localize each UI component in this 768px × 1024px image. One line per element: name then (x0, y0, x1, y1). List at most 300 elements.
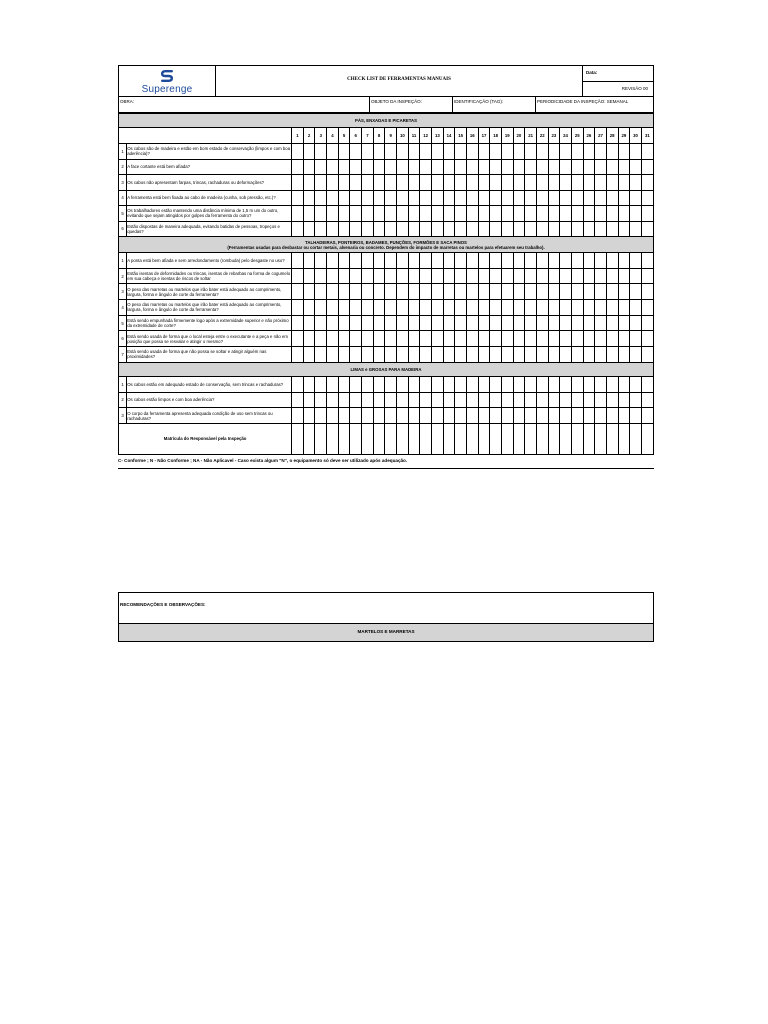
day-check-cell[interactable] (303, 300, 315, 316)
day-check-cell[interactable] (338, 315, 350, 331)
day-check-cell[interactable] (432, 331, 444, 347)
day-check-cell[interactable] (606, 144, 618, 160)
day-check-cell[interactable] (595, 221, 607, 237)
day-check-cell[interactable] (385, 221, 397, 237)
signature-cell[interactable] (490, 423, 502, 454)
day-check-cell[interactable] (315, 331, 327, 347)
day-check-cell[interactable] (583, 221, 595, 237)
day-check-cell[interactable] (501, 221, 513, 237)
day-check-cell[interactable] (618, 284, 630, 300)
day-check-cell[interactable] (373, 144, 385, 160)
day-check-cell[interactable] (443, 206, 455, 222)
day-check-cell[interactable] (536, 408, 548, 424)
day-check-cell[interactable] (420, 408, 432, 424)
day-check-cell[interactable] (303, 284, 315, 300)
day-check-cell[interactable] (548, 315, 560, 331)
day-check-cell[interactable] (478, 159, 490, 175)
day-check-cell[interactable] (571, 331, 583, 347)
day-check-cell[interactable] (397, 206, 409, 222)
day-check-cell[interactable] (327, 253, 339, 269)
day-check-cell[interactable] (490, 392, 502, 408)
day-check-cell[interactable] (362, 221, 374, 237)
day-check-cell[interactable] (571, 206, 583, 222)
day-check-cell[interactable] (595, 376, 607, 392)
day-check-cell[interactable] (350, 159, 362, 175)
day-check-cell[interactable] (501, 144, 513, 160)
day-check-cell[interactable] (408, 284, 420, 300)
day-check-cell[interactable] (571, 408, 583, 424)
day-check-cell[interactable] (571, 347, 583, 363)
day-check-cell[interactable] (478, 331, 490, 347)
day-check-cell[interactable] (501, 408, 513, 424)
day-check-cell[interactable] (630, 408, 642, 424)
day-check-cell[interactable] (466, 206, 478, 222)
day-check-cell[interactable] (327, 159, 339, 175)
day-check-cell[interactable] (641, 300, 653, 316)
day-check-cell[interactable] (338, 331, 350, 347)
day-check-cell[interactable] (466, 315, 478, 331)
day-check-cell[interactable] (606, 190, 618, 206)
day-check-cell[interactable] (350, 392, 362, 408)
signature-cell[interactable] (350, 423, 362, 454)
day-check-cell[interactable] (525, 221, 537, 237)
day-check-cell[interactable] (373, 376, 385, 392)
day-check-cell[interactable] (455, 268, 467, 284)
day-check-cell[interactable] (595, 392, 607, 408)
day-check-cell[interactable] (595, 175, 607, 191)
day-check-cell[interactable] (292, 190, 304, 206)
day-check-cell[interactable] (536, 144, 548, 160)
day-check-cell[interactable] (397, 284, 409, 300)
day-check-cell[interactable] (525, 376, 537, 392)
day-check-cell[interactable] (466, 331, 478, 347)
day-check-cell[interactable] (385, 408, 397, 424)
day-check-cell[interactable] (478, 221, 490, 237)
day-check-cell[interactable] (362, 144, 374, 160)
signature-cell[interactable] (466, 423, 478, 454)
day-check-cell[interactable] (630, 190, 642, 206)
day-check-cell[interactable] (443, 190, 455, 206)
day-check-cell[interactable] (606, 392, 618, 408)
day-check-cell[interactable] (350, 331, 362, 347)
day-check-cell[interactable] (583, 268, 595, 284)
day-check-cell[interactable] (362, 315, 374, 331)
day-check-cell[interactable] (385, 175, 397, 191)
day-check-cell[interactable] (315, 144, 327, 160)
day-check-cell[interactable] (490, 376, 502, 392)
day-check-cell[interactable] (606, 206, 618, 222)
day-check-cell[interactable] (327, 175, 339, 191)
day-check-cell[interactable] (420, 268, 432, 284)
signature-cell[interactable] (385, 423, 397, 454)
day-check-cell[interactable] (362, 392, 374, 408)
day-check-cell[interactable] (630, 376, 642, 392)
day-check-cell[interactable] (536, 206, 548, 222)
day-check-cell[interactable] (595, 144, 607, 160)
day-check-cell[interactable] (478, 347, 490, 363)
day-check-cell[interactable] (420, 331, 432, 347)
day-check-cell[interactable] (513, 144, 525, 160)
day-check-cell[interactable] (350, 206, 362, 222)
day-check-cell[interactable] (397, 253, 409, 269)
day-check-cell[interactable] (373, 190, 385, 206)
day-check-cell[interactable] (443, 144, 455, 160)
day-check-cell[interactable] (595, 159, 607, 175)
signature-cell[interactable] (408, 423, 420, 454)
signature-cell[interactable] (338, 423, 350, 454)
day-check-cell[interactable] (397, 408, 409, 424)
day-check-cell[interactable] (595, 315, 607, 331)
day-check-cell[interactable] (630, 347, 642, 363)
day-check-cell[interactable] (420, 221, 432, 237)
day-check-cell[interactable] (571, 315, 583, 331)
day-check-cell[interactable] (571, 159, 583, 175)
day-check-cell[interactable] (583, 315, 595, 331)
day-check-cell[interactable] (560, 347, 572, 363)
day-check-cell[interactable] (373, 315, 385, 331)
day-check-cell[interactable] (338, 221, 350, 237)
day-check-cell[interactable] (513, 175, 525, 191)
day-check-cell[interactable] (583, 190, 595, 206)
day-check-cell[interactable] (362, 347, 374, 363)
day-check-cell[interactable] (455, 159, 467, 175)
day-check-cell[interactable] (618, 206, 630, 222)
day-check-cell[interactable] (292, 175, 304, 191)
day-check-cell[interactable] (397, 221, 409, 237)
day-check-cell[interactable] (560, 300, 572, 316)
day-check-cell[interactable] (432, 253, 444, 269)
day-check-cell[interactable] (583, 347, 595, 363)
day-check-cell[interactable] (408, 376, 420, 392)
day-check-cell[interactable] (338, 284, 350, 300)
day-check-cell[interactable] (408, 347, 420, 363)
day-check-cell[interactable] (478, 376, 490, 392)
day-check-cell[interactable] (513, 221, 525, 237)
day-check-cell[interactable] (513, 408, 525, 424)
day-check-cell[interactable] (362, 376, 374, 392)
day-check-cell[interactable] (362, 268, 374, 284)
day-check-cell[interactable] (490, 221, 502, 237)
day-check-cell[interactable] (350, 376, 362, 392)
day-check-cell[interactable] (618, 408, 630, 424)
day-check-cell[interactable] (327, 284, 339, 300)
day-check-cell[interactable] (455, 144, 467, 160)
signature-cell[interactable] (513, 423, 525, 454)
day-check-cell[interactable] (443, 408, 455, 424)
day-check-cell[interactable] (338, 206, 350, 222)
day-check-cell[interactable] (315, 268, 327, 284)
day-check-cell[interactable] (525, 392, 537, 408)
day-check-cell[interactable] (490, 268, 502, 284)
day-check-cell[interactable] (443, 376, 455, 392)
day-check-cell[interactable] (641, 268, 653, 284)
day-check-cell[interactable] (303, 190, 315, 206)
day-check-cell[interactable] (443, 315, 455, 331)
day-check-cell[interactable] (455, 300, 467, 316)
day-check-cell[interactable] (490, 144, 502, 160)
day-check-cell[interactable] (618, 376, 630, 392)
signature-cell[interactable] (548, 423, 560, 454)
day-check-cell[interactable] (478, 300, 490, 316)
day-check-cell[interactable] (525, 253, 537, 269)
day-check-cell[interactable] (373, 221, 385, 237)
day-check-cell[interactable] (385, 331, 397, 347)
day-check-cell[interactable] (478, 175, 490, 191)
day-check-cell[interactable] (630, 392, 642, 408)
day-check-cell[interactable] (630, 284, 642, 300)
day-check-cell[interactable] (513, 253, 525, 269)
day-check-cell[interactable] (501, 284, 513, 300)
day-check-cell[interactable] (536, 392, 548, 408)
day-check-cell[interactable] (560, 175, 572, 191)
day-check-cell[interactable] (397, 175, 409, 191)
day-check-cell[interactable] (618, 159, 630, 175)
day-check-cell[interactable] (466, 253, 478, 269)
day-check-cell[interactable] (618, 175, 630, 191)
day-check-cell[interactable] (536, 221, 548, 237)
day-check-cell[interactable] (455, 221, 467, 237)
day-check-cell[interactable] (327, 392, 339, 408)
day-check-cell[interactable] (373, 331, 385, 347)
day-check-cell[interactable] (315, 221, 327, 237)
day-check-cell[interactable] (315, 347, 327, 363)
day-check-cell[interactable] (548, 221, 560, 237)
day-check-cell[interactable] (595, 347, 607, 363)
day-check-cell[interactable] (641, 190, 653, 206)
day-check-cell[interactable] (466, 347, 478, 363)
day-check-cell[interactable] (385, 190, 397, 206)
day-check-cell[interactable] (350, 175, 362, 191)
signature-cell[interactable] (443, 423, 455, 454)
day-check-cell[interactable] (338, 300, 350, 316)
day-check-cell[interactable] (292, 268, 304, 284)
day-check-cell[interactable] (315, 253, 327, 269)
day-check-cell[interactable] (420, 315, 432, 331)
day-check-cell[interactable] (350, 268, 362, 284)
day-check-cell[interactable] (327, 300, 339, 316)
day-check-cell[interactable] (513, 268, 525, 284)
day-check-cell[interactable] (536, 300, 548, 316)
day-check-cell[interactable] (641, 206, 653, 222)
day-check-cell[interactable] (606, 347, 618, 363)
day-check-cell[interactable] (548, 159, 560, 175)
day-check-cell[interactable] (303, 347, 315, 363)
day-check-cell[interactable] (560, 376, 572, 392)
day-check-cell[interactable] (618, 268, 630, 284)
day-check-cell[interactable] (525, 300, 537, 316)
day-check-cell[interactable] (397, 268, 409, 284)
signature-cell[interactable] (292, 423, 304, 454)
day-check-cell[interactable] (350, 300, 362, 316)
day-check-cell[interactable] (397, 159, 409, 175)
day-check-cell[interactable] (525, 144, 537, 160)
signature-cell[interactable] (501, 423, 513, 454)
day-check-cell[interactable] (455, 315, 467, 331)
day-check-cell[interactable] (338, 392, 350, 408)
signature-cell[interactable] (432, 423, 444, 454)
signature-cell[interactable] (455, 423, 467, 454)
day-check-cell[interactable] (362, 253, 374, 269)
day-check-cell[interactable] (560, 392, 572, 408)
day-check-cell[interactable] (303, 331, 315, 347)
day-check-cell[interactable] (641, 175, 653, 191)
day-check-cell[interactable] (327, 331, 339, 347)
day-check-cell[interactable] (641, 221, 653, 237)
day-check-cell[interactable] (606, 268, 618, 284)
day-check-cell[interactable] (513, 331, 525, 347)
day-check-cell[interactable] (630, 315, 642, 331)
day-check-cell[interactable] (513, 376, 525, 392)
day-check-cell[interactable] (443, 300, 455, 316)
day-check-cell[interactable] (338, 144, 350, 160)
day-check-cell[interactable] (641, 347, 653, 363)
day-check-cell[interactable] (408, 408, 420, 424)
day-check-cell[interactable] (583, 253, 595, 269)
day-check-cell[interactable] (443, 221, 455, 237)
day-check-cell[interactable] (397, 190, 409, 206)
day-check-cell[interactable] (548, 284, 560, 300)
day-check-cell[interactable] (536, 284, 548, 300)
day-check-cell[interactable] (560, 253, 572, 269)
day-check-cell[interactable] (513, 159, 525, 175)
day-check-cell[interactable] (606, 253, 618, 269)
day-check-cell[interactable] (303, 408, 315, 424)
day-check-cell[interactable] (571, 144, 583, 160)
day-check-cell[interactable] (385, 376, 397, 392)
day-check-cell[interactable] (536, 268, 548, 284)
day-check-cell[interactable] (408, 253, 420, 269)
day-check-cell[interactable] (478, 253, 490, 269)
day-check-cell[interactable] (536, 347, 548, 363)
day-check-cell[interactable] (350, 253, 362, 269)
day-check-cell[interactable] (595, 300, 607, 316)
day-check-cell[interactable] (618, 392, 630, 408)
day-check-cell[interactable] (338, 190, 350, 206)
day-check-cell[interactable] (373, 284, 385, 300)
day-check-cell[interactable] (466, 408, 478, 424)
day-check-cell[interactable] (548, 331, 560, 347)
day-check-cell[interactable] (641, 253, 653, 269)
day-check-cell[interactable] (630, 206, 642, 222)
day-check-cell[interactable] (397, 392, 409, 408)
day-check-cell[interactable] (525, 284, 537, 300)
day-check-cell[interactable] (303, 175, 315, 191)
day-check-cell[interactable] (385, 253, 397, 269)
day-check-cell[interactable] (466, 190, 478, 206)
day-check-cell[interactable] (432, 347, 444, 363)
day-check-cell[interactable] (350, 284, 362, 300)
day-check-cell[interactable] (501, 392, 513, 408)
day-check-cell[interactable] (478, 144, 490, 160)
day-check-cell[interactable] (432, 221, 444, 237)
day-check-cell[interactable] (303, 253, 315, 269)
day-check-cell[interactable] (292, 392, 304, 408)
day-check-cell[interactable] (338, 408, 350, 424)
day-check-cell[interactable] (420, 190, 432, 206)
day-check-cell[interactable] (606, 315, 618, 331)
day-check-cell[interactable] (571, 268, 583, 284)
day-check-cell[interactable] (327, 144, 339, 160)
day-check-cell[interactable] (408, 392, 420, 408)
day-check-cell[interactable] (432, 268, 444, 284)
day-check-cell[interactable] (327, 408, 339, 424)
day-check-cell[interactable] (455, 408, 467, 424)
day-check-cell[interactable] (595, 253, 607, 269)
day-check-cell[interactable] (490, 331, 502, 347)
day-check-cell[interactable] (420, 175, 432, 191)
day-check-cell[interactable] (432, 284, 444, 300)
day-check-cell[interactable] (315, 206, 327, 222)
day-check-cell[interactable] (432, 408, 444, 424)
signature-cell[interactable] (595, 423, 607, 454)
day-check-cell[interactable] (560, 408, 572, 424)
day-check-cell[interactable] (362, 284, 374, 300)
day-check-cell[interactable] (478, 392, 490, 408)
day-check-cell[interactable] (560, 190, 572, 206)
day-check-cell[interactable] (303, 144, 315, 160)
day-check-cell[interactable] (525, 331, 537, 347)
day-check-cell[interactable] (455, 376, 467, 392)
day-check-cell[interactable] (560, 159, 572, 175)
day-check-cell[interactable] (571, 376, 583, 392)
signature-cell[interactable] (606, 423, 618, 454)
signature-cell[interactable] (583, 423, 595, 454)
day-check-cell[interactable] (432, 392, 444, 408)
day-check-cell[interactable] (641, 376, 653, 392)
day-check-cell[interactable] (560, 315, 572, 331)
day-check-cell[interactable] (641, 159, 653, 175)
day-check-cell[interactable] (630, 221, 642, 237)
day-check-cell[interactable] (571, 221, 583, 237)
day-check-cell[interactable] (327, 221, 339, 237)
day-check-cell[interactable] (327, 376, 339, 392)
day-check-cell[interactable] (443, 159, 455, 175)
day-check-cell[interactable] (397, 376, 409, 392)
day-check-cell[interactable] (362, 300, 374, 316)
day-check-cell[interactable] (606, 408, 618, 424)
signature-cell[interactable] (315, 423, 327, 454)
day-check-cell[interactable] (432, 300, 444, 316)
day-check-cell[interactable] (641, 315, 653, 331)
day-check-cell[interactable] (362, 190, 374, 206)
day-check-cell[interactable] (443, 392, 455, 408)
day-check-cell[interactable] (501, 190, 513, 206)
day-check-cell[interactable] (618, 331, 630, 347)
day-check-cell[interactable] (583, 408, 595, 424)
day-check-cell[interactable] (292, 408, 304, 424)
day-check-cell[interactable] (432, 144, 444, 160)
day-check-cell[interactable] (548, 376, 560, 392)
day-check-cell[interactable] (292, 206, 304, 222)
day-check-cell[interactable] (478, 315, 490, 331)
day-check-cell[interactable] (408, 175, 420, 191)
day-check-cell[interactable] (525, 347, 537, 363)
day-check-cell[interactable] (303, 159, 315, 175)
day-check-cell[interactable] (548, 144, 560, 160)
signature-cell[interactable] (618, 423, 630, 454)
day-check-cell[interactable] (292, 331, 304, 347)
day-check-cell[interactable] (571, 392, 583, 408)
day-check-cell[interactable] (501, 206, 513, 222)
day-check-cell[interactable] (455, 347, 467, 363)
day-check-cell[interactable] (641, 331, 653, 347)
day-check-cell[interactable] (420, 253, 432, 269)
day-check-cell[interactable] (315, 376, 327, 392)
day-check-cell[interactable] (630, 268, 642, 284)
day-check-cell[interactable] (408, 159, 420, 175)
day-check-cell[interactable] (373, 206, 385, 222)
day-check-cell[interactable] (606, 221, 618, 237)
